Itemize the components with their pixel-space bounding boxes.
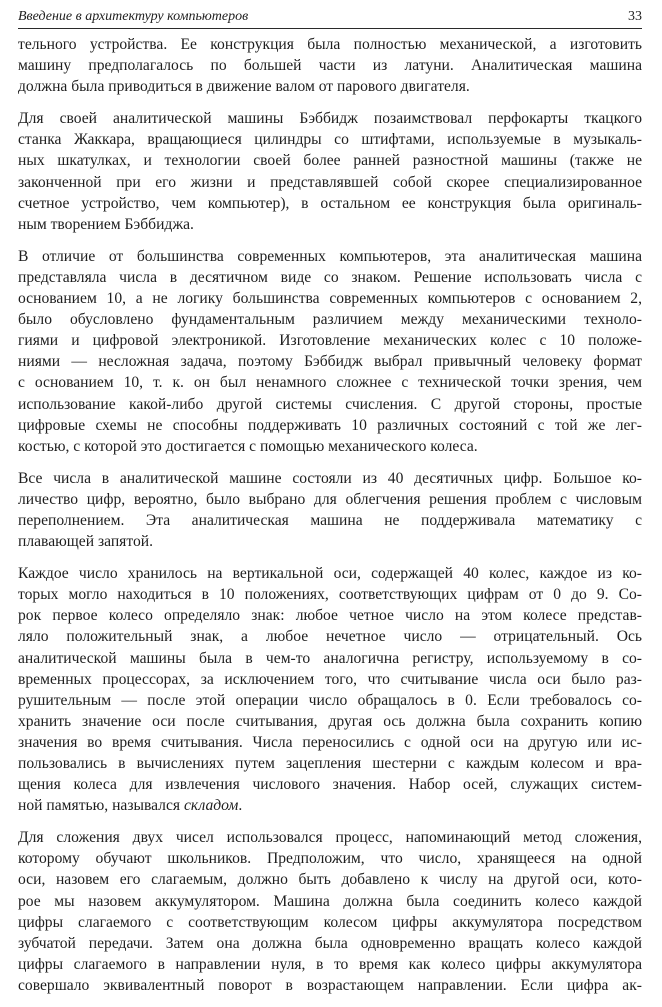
running-head-title: Введение в архитектуру компьютеров xyxy=(18,9,249,24)
paragraph-5 xyxy=(18,563,642,816)
paragraph-4 xyxy=(18,468,642,552)
text-line: Для своей аналитической машины Бэббидж позаимствовал перфокарты ткацкого xyxy=(18,110,642,128)
text-line: должна была приводиться в движение валом от парового двигателя. xyxy=(18,78,470,96)
paragraph-1 xyxy=(18,34,642,97)
text-line: было обусловлено фундаментальным различием между механическими техноло- xyxy=(18,311,642,329)
text-line: переполнением. Эта аналитическая машина не поддерживала математику с xyxy=(18,511,642,529)
text-line: значения во время считывания. Числа переносились с одной оси на другую или ис- xyxy=(18,733,642,751)
text-line: машину предполагалось по большей части из латуни. Аналитическая машина xyxy=(18,57,642,75)
text-line: ниями — несложная задача, поэтому Бэббидж выбрал привычный человеку формат xyxy=(18,353,642,371)
text-line: временных процессорах, за исключением того, что считывание числа оси было раз- xyxy=(18,670,642,688)
text-line: личество цифр, вероятно, было выбрано для облегчения решения проблем с числовым xyxy=(18,490,642,508)
text-line: щения колеса для извлечения числового значения. Набор осей, служащих систем- xyxy=(18,776,642,794)
running-head xyxy=(18,6,642,29)
text-line: рушительным — после этой операции число обращалось в 0. Если требовалось со- xyxy=(18,691,642,709)
text-line: ным творением Бэббиджа. xyxy=(18,215,194,233)
text-line: цифры слагаемого с соответствующим колесом цифры аккумулятора посредством xyxy=(18,913,642,931)
paragraph-3 xyxy=(18,246,642,457)
text-line: ных шкатулках, и технологии своей более ранней разностной машины (также не xyxy=(18,152,642,170)
text-run: ной памятью, назывался xyxy=(18,797,184,815)
text-line: основанием 10, а не логику большинства современных компьютеров с основанием 2, xyxy=(18,290,642,308)
text-line: зубчатой передачи. Затем она должна была одновременно вращать колесо каждой xyxy=(18,934,642,952)
body-text xyxy=(18,34,642,1007)
text-line: цифровые схемы не способны поддерживать 10 различных состояний с той же лег- xyxy=(18,416,642,434)
text-line: с основанием 10, т. к. он был ненамного сложнее с технической точки зрения, чем xyxy=(18,374,642,392)
text-line: законченной при его жизни и представлявшей собой скорее специализированное xyxy=(18,173,642,191)
text-line: костью, с которой это достигается с помощью механического колеса. xyxy=(18,437,478,455)
text-line: которому обучают школьников. Предположим, что число, хранящееся на одной xyxy=(18,850,642,868)
italic-term: складом xyxy=(183,797,239,815)
paragraph-6 xyxy=(18,827,642,996)
text-line: аналитической машины была в чем-то аналогична регистру, используемому в со- xyxy=(18,649,642,667)
text-line: представляла числа в десятичном виде со знаком. Решение использовать числа с xyxy=(18,268,642,286)
text-line: В отличие от большинства современных компьютеров, эта аналитическая машина xyxy=(18,247,642,265)
text-line: плавающей запятой. xyxy=(18,533,153,551)
text-line: станка Жаккара, вращающиеся цилиндры со штифтами, используемые в музыкаль- xyxy=(18,131,642,149)
text-line: оси, назовем его слагаемым, должно быть добавлено к числу на другой оси, кото- xyxy=(18,871,642,889)
text-line: Для сложения двух чисел использовался процесс, напоминающий метод сложения, xyxy=(18,829,642,847)
text-line: тельного устройства. Ее конструкция была полностью механической, а изготовить xyxy=(18,36,642,53)
text-line: пользовались в вычислениях путем зацепления шестерни с каждым колесом и вра- xyxy=(18,755,642,772)
text-line: цифры слагаемого в направлении нуля, в то время как колесо цифры аккумулятора xyxy=(18,955,642,973)
text-line: гиями и цифровой электроникой. Изготовление механических колес с 10 положе- xyxy=(18,332,642,350)
text-line: ляло положительный знак, а любое нечетное число — отрицательный. Ось xyxy=(18,628,642,646)
text-line: совершало эквивалентный поворот в возрастающем направлении. Если цифра ак- xyxy=(18,976,642,994)
text-line: хранить значение оси после считывания, другая ось должна была сохранить копию xyxy=(18,712,642,730)
text-line: использование какой-либо другой системы счисления. С другой стороны, простые xyxy=(18,395,642,413)
page-number: 33 xyxy=(628,9,642,24)
book-page xyxy=(18,0,642,994)
paragraph-2 xyxy=(18,108,642,235)
text-line xyxy=(18,795,642,816)
text-run: . xyxy=(238,797,243,815)
text-line: рое мы назовем аккумулятором. Машина должна была соединить колесо каждой xyxy=(18,892,642,910)
text-line: торых могло находиться в 10 положениях, соответствующих цифрам от 0 до 9. Со- xyxy=(18,586,642,604)
text-line: рок первое колесо определяло знак: любое четное число на этом колесе представ- xyxy=(18,607,642,625)
text-line: Все числа в аналитической машине состояли из 40 десятичных цифр. Большое ко- xyxy=(18,469,642,487)
text-line: счетное устройство, чем компьютер), в остальном ее конструкция была оригиналь- xyxy=(18,194,642,212)
text-line: Каждое число хранилось на вертикальной оси, содержащей 40 колес, каждое из ко- xyxy=(18,565,642,583)
